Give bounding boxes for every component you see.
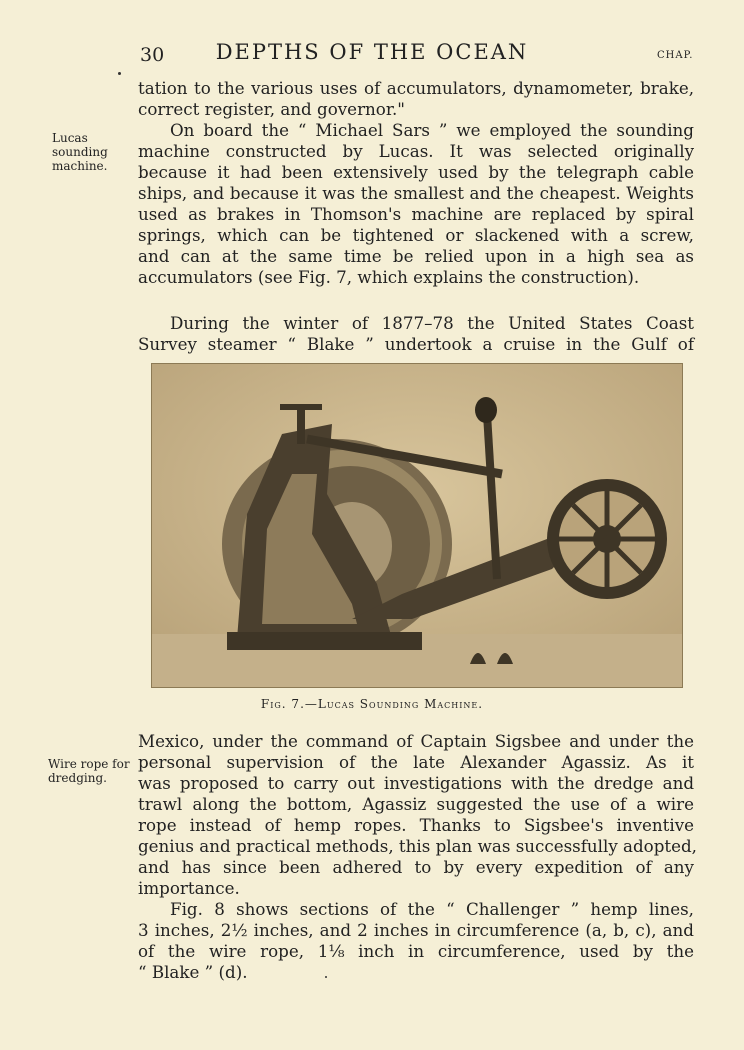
text-line: “ Blake ” (d). [138,962,248,982]
text-line: During the winter of 1877–78 the United States Coast [170,313,694,333]
sounding-machine-illustration [152,364,682,687]
margin-note-lucas [52,131,108,173]
text-line: springs, which can be tightened or slackened with a screw, [138,225,694,245]
margin-note-line: dredging. [48,771,107,785]
text-line: used as brakes in Thomson's machine are replaced by spiral [138,204,694,224]
text-line: trawl along the bottom, Agassiz suggested the use of a wire [138,794,694,814]
caption-title: Lucas Sounding Machine. [317,697,484,711]
page-number: 30 [140,44,165,66]
text-line: tation to the various uses of accumulators, dynamometer, brake, [138,78,694,98]
caption-prefix: Fig. 7.— [260,697,318,711]
text-line: genius and practical methods, this plan was successfully adopted, [138,836,697,856]
paragraph-sigsbee [138,731,697,899]
text-line: machine constructed by Lucas. It was selected originally [138,141,694,161]
running-title: DEPTHS OF THE OCEAN [215,40,529,64]
paragraph-fig8 [138,899,694,983]
text-line: On board the “ Michael Sars ” we employed the sounding [170,120,694,140]
margin-note-line: sounding [52,145,108,159]
text-line: personal supervision of the late Alexander Agassiz. As it [138,752,694,772]
text-line: and has since been adhered to by every expedition of any [138,857,694,877]
text-line: Mexico, under the command of Captain Sigsbee and under the [138,731,694,751]
margin-note-line: Lucas [52,131,88,145]
paragraph-continuation [138,78,694,120]
text-line: importance. [138,878,240,898]
text-line: ships, and because it was the smallest and the cheapest. Weights [138,183,694,203]
figure-photo [151,363,683,688]
print-speck [118,72,121,75]
text-line: rope instead of hemp ropes. Thanks to Sigsbee's inventive [138,815,694,835]
paragraph-blake [138,313,694,355]
text-line: accumulators (see Fig. 7, which explains the construction). [138,267,640,287]
margin-note-line: Wire rope for [48,757,130,771]
figure-caption [0,697,744,711]
print-speck [325,976,327,978]
text-line: 3 inches, 2½ inches, and 2 inches in circumference (a, b, c), and [138,920,694,940]
chapter-label: CHAP. [657,50,694,61]
running-header [0,38,744,66]
text-line: of the wire rope, 1⅛ inch in circumference, used by the [138,941,694,961]
text-line: and can at the same time be relied upon in a high sea as [138,246,694,266]
text-line: correct register, and governor." [138,99,405,119]
text-line: was proposed to carry out investigations with the dredge and [138,773,694,793]
text-line: Fig. 8 shows sections of the “ Challenger ” hemp lines, [170,899,694,919]
text-line: Survey steamer “ Blake ” undertook a cruise in the Gulf of [138,334,694,354]
margin-note-wire-rope [48,757,130,785]
paragraph-lucas [138,120,694,288]
margin-note-line: machine. [52,159,108,173]
text-line: because it had been extensively used by the telegraph cable [138,162,694,182]
